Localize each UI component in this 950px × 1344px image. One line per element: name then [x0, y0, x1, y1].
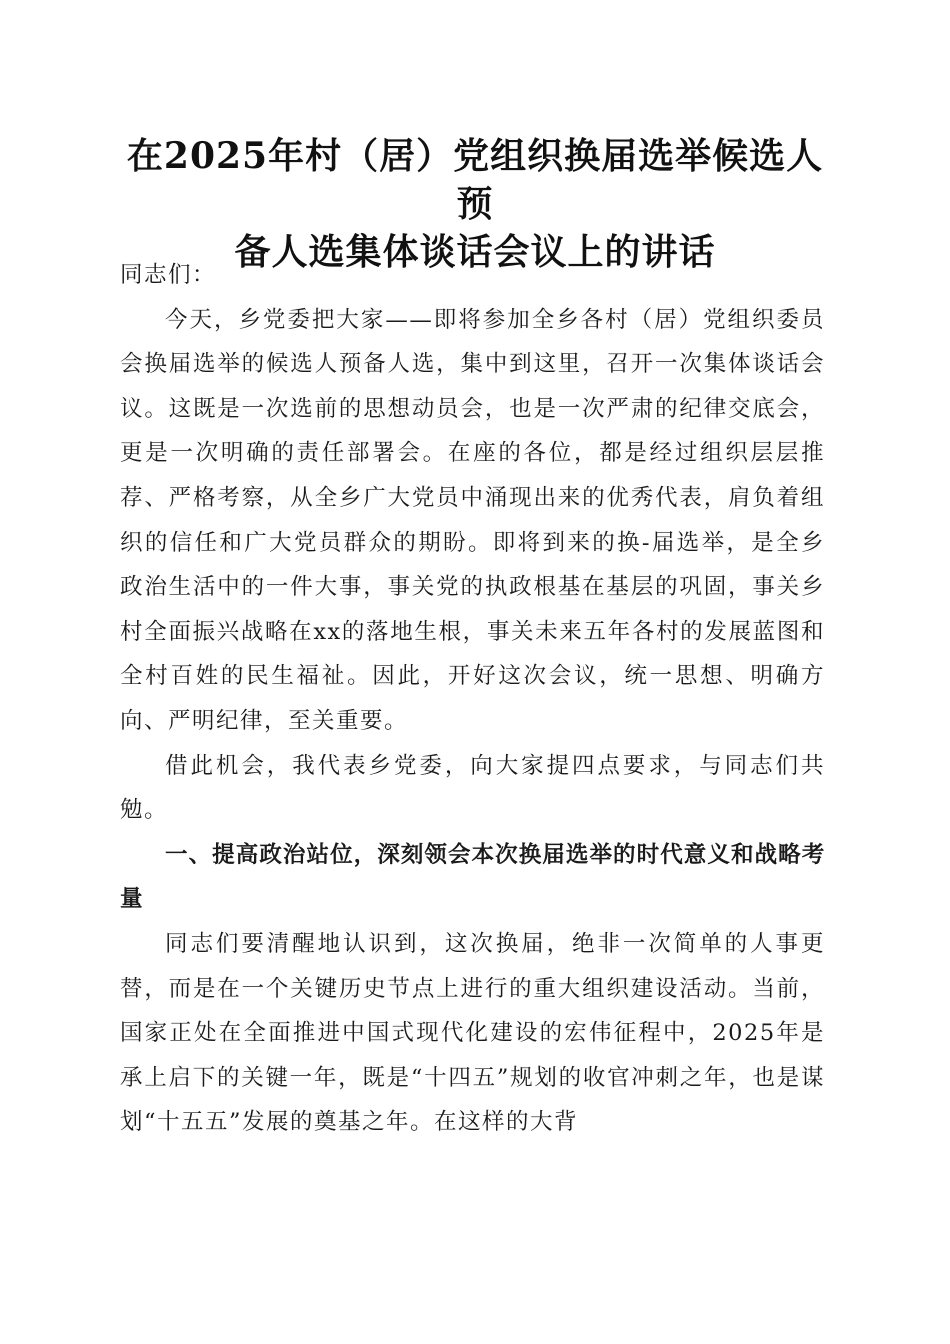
- paragraph-requirements-intro: 借此机会，我代表乡党委，向大家提四点要求，与同志们共勉。: [120, 752, 825, 824]
- salutation: 同志们：: [120, 262, 217, 288]
- section-heading-1: 一、提高政治站位，深刻领会本次换届选举的时代意义和战略考量: [120, 841, 825, 913]
- title-line-2: 备人选集体谈话会议上的讲话: [234, 231, 716, 273]
- paragraph-opening: 今天，乡党委把大家——即将参加全乡各村（居）党组织委员会换届选举的候选人预备人选，集中到这里，召开一次集体谈话会议。这既是一次选前的思想动员会，也是一次严肃的纪律交底会，更是一次明确的责任部署会。在座的各位，都是经过组织层层推荐、严格考察，从全乡广大党员中涌现出来的优秀代表，肩负着组织的信任和广大党员群众的期盼。即将到来的换-届选举，是全乡政治生活中的一件大事，事关党的执政根基在基层的巩固，事关乡村全面振兴战略在xx的落地生根，事关未来五年各村的发展蓝图和全村百姓的民生福祉。因此，开好这次会议，统一思想、明确方向、严明纪律，至关重要。: [120, 306, 825, 734]
- section-1-paragraph: 同志们要清醒地认识到，这次换届，绝非一次简单的人事更替，而是在一个关键历史节点上进行的重大组织建设活动。当前，国家正处在全面推进中国式现代化建设的宏伟征程中，2025年是承上启下的关键一年，既是“十四五”规划的收官冲刺之年，也是谋划“十五五”发展的奠基之年。在这样的大背: [120, 930, 825, 1136]
- document-body: [120, 253, 825, 1145]
- title-line-1: 在2025年村（居）党组织换届选举候选人预: [126, 135, 824, 225]
